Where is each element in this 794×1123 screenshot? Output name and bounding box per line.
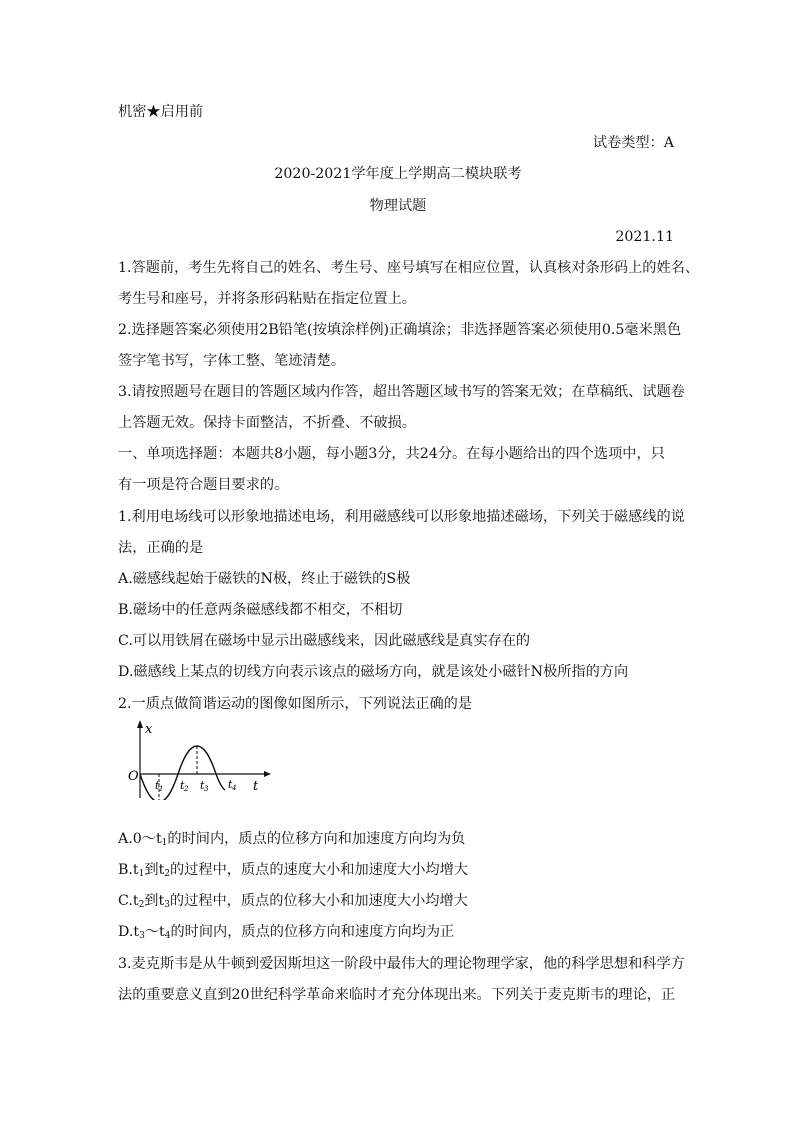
t2-label: t (180, 779, 185, 792)
instruction-3-line-2: 上答题无效。保持卡面整洁，不折叠、不破损。 (118, 415, 416, 431)
q1-option-d: D.磁感线上某点的切线方向表示该点的磁场方向，就是该处小磁针N极所指的方向 (118, 664, 629, 680)
instruction-1-line-1: 1.答题前，考生先将自己的姓名、考生号、座号填写在相应位置，认真核对条形码上的姓名、 (118, 260, 700, 276)
secret-label: 机密★启用前 (118, 104, 204, 120)
origin-label: O (128, 769, 139, 784)
x-axis-label: x (145, 722, 153, 737)
t-axis-arrow (264, 771, 271, 777)
q2-stem: 2.一质点做简谐运动的图像如图所示，下列说法正确的是 (118, 696, 473, 712)
t3-sub: 3 (204, 785, 209, 793)
section-1-heading-line-2: 有一项是符合题目要求的。 (118, 477, 289, 493)
q2-option-b: $B.t_1$到$t_2$的过程中，质点的速度大小和加速度大小均增大 (118, 862, 468, 879)
q1-option-b: B.磁场中的任意两条磁感线都不相交，不相切 (118, 602, 403, 618)
shm-graph (118, 718, 278, 800)
t4-label: t (228, 778, 233, 791)
instruction-2-line-2: 签字笔书写，字体工整、笔迹清楚。 (118, 353, 346, 369)
t4-sub: 4 (232, 784, 237, 792)
q1-stem-line-1: 1.利用电场线可以形象地描述电场，利用磁感线可以形象地描述磁场，下列关于磁感线的说 (118, 509, 685, 525)
t2-sub: 2 (184, 785, 189, 793)
q3-stem-line-2: 法的重要意义直到20世纪科学革命来临时才充分体现出来。下列关于麦克斯韦的理论，正 (118, 987, 676, 1003)
instruction-1-line-2: 考生号和座号，并将条形码粘贴在指定位置上。 (118, 291, 416, 307)
q1-option-c: C.可以用铁屑在磁场中显示出磁感线来，因此磁感线是真实存在的 (118, 633, 531, 649)
subject-title: 物理试题 (369, 198, 427, 214)
q2-option-d: $D.t_3\sim t_4$的时间内，质点的位移方向和速度方向均为正 (118, 924, 455, 941)
exam-date: 2021.11 (615, 229, 674, 245)
t1-label: t (155, 779, 160, 792)
x-axis-arrow (137, 720, 143, 728)
instruction-2-line-1: 2.选择题答案必须使用2B铅笔(按填涂样例)正确填涂；非选择题答案必须使用0.5毫米黑色 (118, 322, 682, 338)
q2-option-a: $A.0\sim t_1$的时间内，质点的位移方向和加速度方向均为负 (118, 831, 466, 848)
t3-label: t (200, 779, 205, 792)
q1-stem-line-2: 法，正确的是 (118, 540, 204, 556)
section-1-heading-line-1: 一、单项选择题：本题共8小题，每小题3分，共24分。在每小题给出的四个选项中，只 (118, 446, 665, 462)
q2-option-c: $C.t_2$到$t_3$的过程中，质点的位移大小和加速度大小均增大 (118, 893, 468, 910)
exam-title: 2020-2021学年度上学期高二模块联考 (274, 166, 522, 182)
q1-option-a: A.磁感线起始于磁铁的N极，终止于磁铁的S极 (118, 571, 411, 587)
t-axis-label: t (253, 779, 259, 794)
q3-stem-line-1: 3.麦克斯韦是从牛顿到爱因斯坦这一阶段中最伟大的理论物理学家，他的科学思想和科学方 (118, 956, 685, 972)
paper-type: 试卷类型：A (592, 135, 674, 151)
t1-sub: 1 (159, 785, 164, 793)
instruction-3-line-1: 3.请按照题号在题目的答题区域内作答，超出答题区域书写的答案无效；在草稿纸、试题卷 (118, 384, 685, 400)
